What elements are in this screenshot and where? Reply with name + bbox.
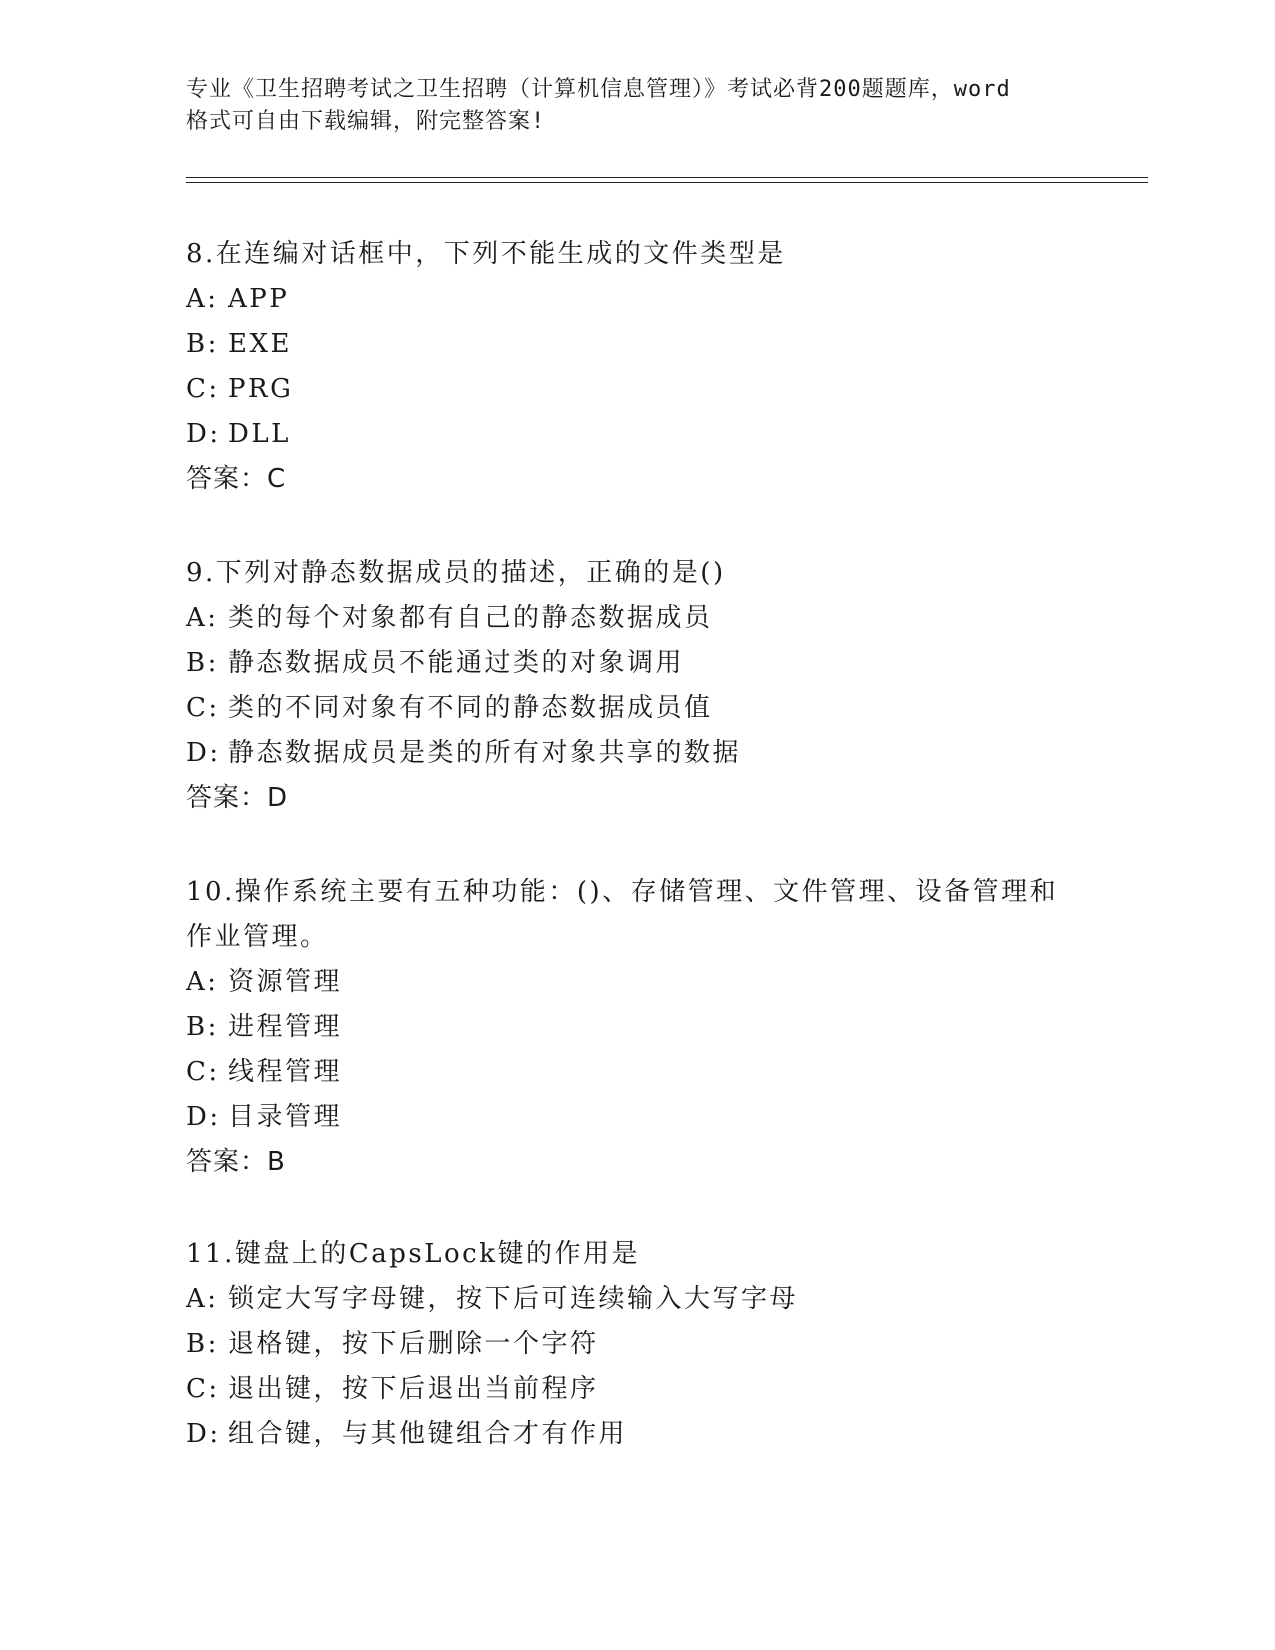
option-d	[186, 1412, 1086, 1457]
header-line-1: 专业《卫生招聘考试之卫生招聘（计算机信息管理）》考试必背200题题库，word	[186, 77, 1011, 102]
question-text-line-2: 作业管理。	[186, 922, 329, 952]
option-b	[186, 1005, 1086, 1050]
option-letter: C:	[186, 1057, 220, 1087]
option-text: PRG	[228, 374, 294, 404]
option-c	[186, 686, 1086, 731]
header-line-2: 格式可自由下载编辑，附完整答案!	[186, 109, 546, 134]
option-a	[186, 596, 1086, 641]
option-text: 进程管理	[228, 1012, 343, 1042]
header-divider-top	[186, 177, 1148, 178]
question-11	[186, 1232, 1086, 1457]
option-letter: D:	[186, 419, 221, 449]
option-letter: B:	[186, 329, 219, 359]
option-text: 锁定大写字母键，按下后可连续输入大写字母	[228, 1284, 799, 1314]
option-text: 类的不同对象有不同的静态数据成员值	[228, 693, 713, 723]
question-text: 9.下列对静态数据成员的描述，正确的是()	[186, 558, 726, 588]
header-divider-bottom	[186, 182, 1148, 183]
option-text: 组合键，与其他键组合才有作用	[228, 1419, 628, 1449]
option-text: 静态数据成员是类的所有对象共享的数据	[228, 738, 742, 768]
option-letter: C:	[186, 693, 220, 723]
question-text: 8.在连编对话框中，下列不能生成的文件类型是	[186, 239, 786, 269]
option-text: 静态数据成员不能通过类的对象调用	[228, 648, 685, 678]
option-c	[186, 367, 1086, 412]
question-text: 11.键盘上的CapsLock键的作用是	[186, 1239, 640, 1269]
question-9	[186, 551, 1086, 821]
option-text: APP	[228, 284, 290, 314]
option-c	[186, 1367, 1086, 1412]
option-letter: B:	[186, 1329, 219, 1359]
option-d	[186, 412, 1086, 457]
option-d	[186, 1095, 1086, 1140]
option-text: 目录管理	[228, 1102, 343, 1132]
answer-line: 答案：C	[186, 464, 287, 494]
option-a	[186, 960, 1086, 1005]
option-text: 资源管理	[228, 967, 343, 997]
option-letter: A:	[186, 603, 219, 633]
option-b	[186, 1322, 1086, 1367]
option-letter: A:	[186, 967, 219, 997]
option-text: DLL	[228, 419, 291, 449]
option-text: 线程管理	[228, 1057, 343, 1087]
option-d	[186, 731, 1086, 776]
option-b	[186, 322, 1086, 367]
option-text: 类的每个对象都有自己的静态数据成员	[228, 603, 713, 633]
answer-line: 答案：D	[186, 783, 289, 813]
question-text-line-1: 10.操作系统主要有五种功能：()、存储管理、文件管理、设备管理和	[186, 877, 1059, 907]
question-10	[186, 870, 1086, 1185]
option-letter: B:	[186, 1012, 219, 1042]
option-letter: C:	[186, 1374, 220, 1404]
option-a	[186, 277, 1086, 322]
option-letter: D:	[186, 738, 221, 768]
option-letter: D:	[186, 1102, 221, 1132]
question-8	[186, 232, 1086, 502]
option-text: EXE	[228, 329, 292, 359]
option-letter: A:	[186, 1284, 219, 1314]
option-letter: A:	[186, 284, 219, 314]
option-letter: D:	[186, 1419, 221, 1449]
document-header	[186, 74, 1086, 138]
option-letter: B:	[186, 648, 219, 678]
option-a	[186, 1277, 1086, 1322]
option-b	[186, 641, 1086, 686]
option-letter: C:	[186, 374, 220, 404]
option-text: 退出键，按下后退出当前程序	[228, 1374, 599, 1404]
answer-line: 答案：B	[186, 1147, 286, 1177]
option-c	[186, 1050, 1086, 1095]
option-text: 退格键，按下后删除一个字符	[228, 1329, 599, 1359]
